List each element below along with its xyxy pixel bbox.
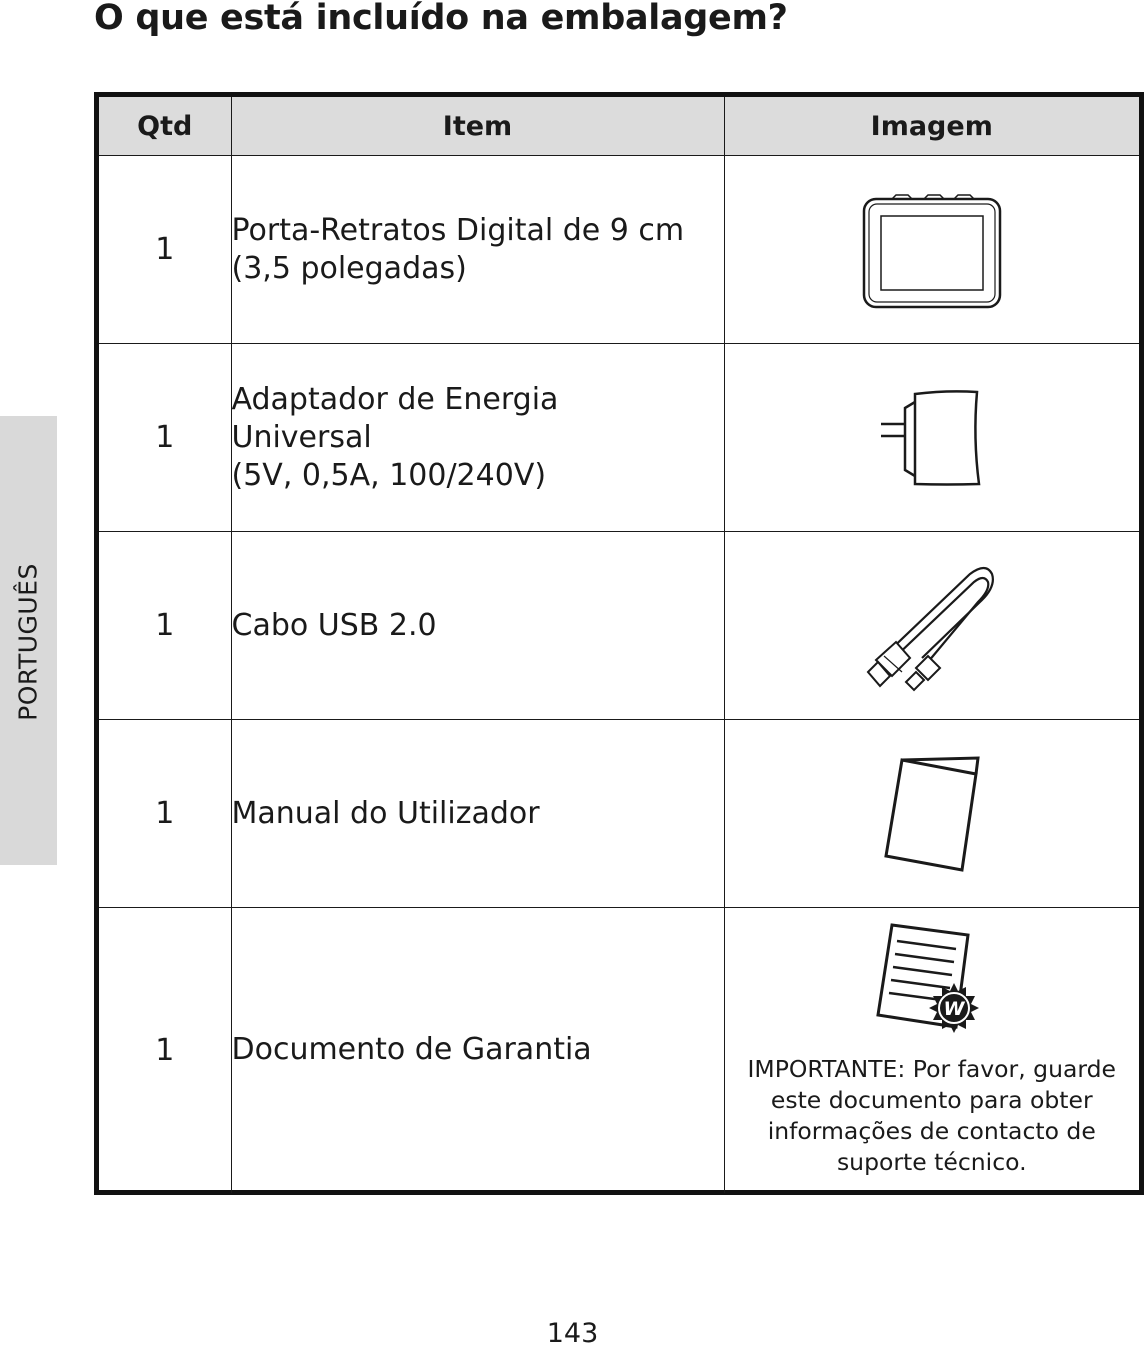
warranty-document-icon [872,919,992,1044]
image-cell [724,344,1139,532]
image-cell [724,720,1139,908]
header-item: Item [231,97,724,156]
qty-cell: 1 [99,344,231,532]
image-cell [724,908,1139,1193]
item-line: Universal [231,419,372,455]
header-image: Imagem [724,97,1139,156]
qty-cell: 1 [99,532,231,720]
note-line: informações de contacto de [767,1116,1096,1145]
power-adapter-icon [877,388,987,488]
items-table [99,97,1139,1193]
qty-cell: 1 [99,720,231,908]
usb-cable-icon [862,556,1002,696]
user-manual-icon [882,754,982,874]
table-row [99,156,1139,344]
image-cell [724,532,1139,720]
table-row [99,908,1139,1193]
item-line: Documento de Garantia [231,1032,592,1068]
page-number: 143 [546,1318,599,1349]
item-line: Cabo USB 2.0 [231,607,437,643]
note-line: este documento para obter [770,1085,1093,1114]
item-cell [231,156,724,344]
table-row [99,532,1139,720]
image-cell [724,156,1139,344]
item-line: (3,5 polegadas) [231,250,467,286]
warranty-badge-letter: W [943,997,965,1020]
note-line: suporte técnico. [836,1147,1027,1176]
side-tab-label: PORTUGUÊS [13,563,43,721]
item-line: Manual do Utilizador [231,795,540,831]
table-row [99,720,1139,908]
item-line: Adaptador de Energia [231,381,559,417]
package-contents-table [94,92,1144,1195]
item-cell [231,720,724,908]
item-line: (5V, 0,5A, 100/240V) [231,457,547,493]
photo-frame-icon [862,191,1002,309]
item-cell [231,908,724,1193]
item-cell [231,344,724,532]
warranty-note [731,1054,1134,1178]
note-line: IMPORTANTE: Por favor, guarde [747,1054,1116,1083]
item-line: Porta-Retratos Digital de 9 cm [231,212,685,248]
table-row [99,344,1139,532]
item-cell [231,532,724,720]
table-header-row [99,97,1139,156]
qty-cell: 1 [99,156,231,344]
header-qty: Qtd [99,97,231,156]
page-title: O que está incluído na embalagem? [94,0,788,38]
qty-cell: 1 [99,908,231,1193]
